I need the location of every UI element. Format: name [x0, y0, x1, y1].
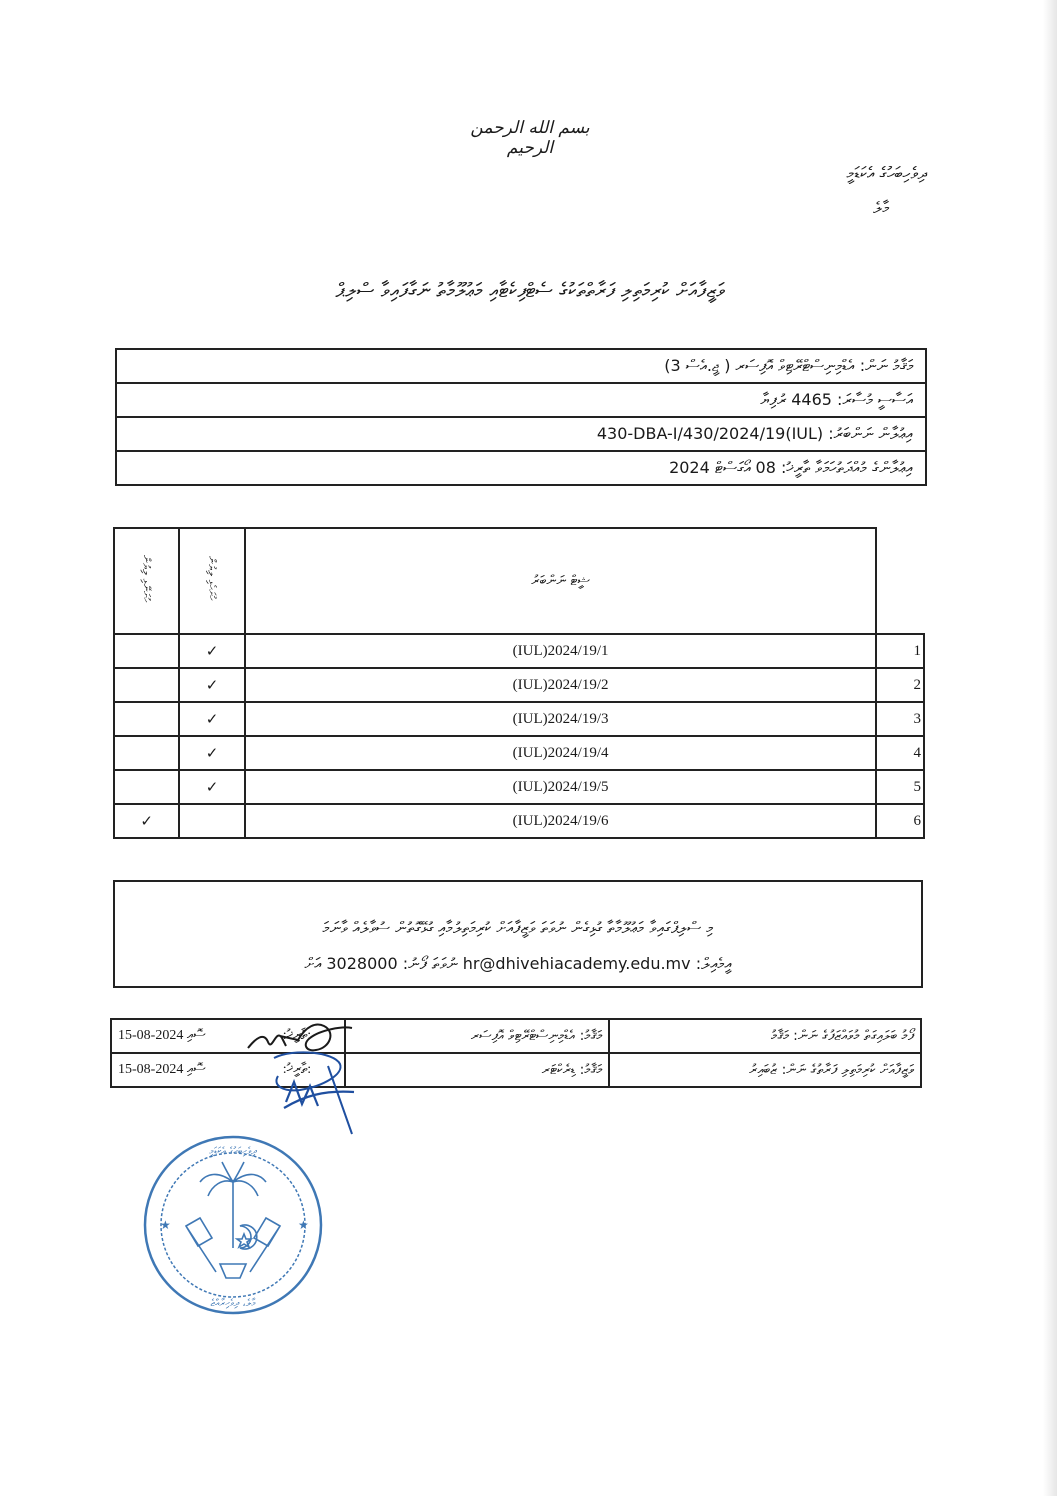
row-number: 6 — [876, 804, 924, 838]
sign-label: ސޮއި: — [186, 1062, 312, 1077]
table-row — [114, 702, 924, 736]
header-not-submitted: ހުށަނޭޅި ލިޔުން — [114, 528, 179, 634]
job-title: މަޤާމު ނަން: އެޑްމިނިސްޓްރޭޓިވް އޮފިސަރ ( ޖީ.އެސް 3) — [116, 349, 926, 383]
table-row — [114, 770, 924, 804]
header-submitted: ހުށަހެޅި ލިޔުން — [179, 528, 244, 634]
signature-row — [111, 1019, 921, 1053]
row-number: 1 — [876, 634, 924, 668]
header-doc-number: ޝީޓް ނަންބަރު — [245, 528, 877, 634]
row-number: 2 — [876, 668, 924, 702]
submitted-check: ✓ — [179, 736, 244, 770]
not-submitted-cell — [114, 634, 179, 668]
announcement-number: އިޢުލާން ނަންބަރު: (IUL)430-DBA-I/430/2024/19 — [116, 417, 926, 451]
not-submitted-cell — [114, 702, 179, 736]
info-row — [116, 383, 926, 417]
not-submitted-cell — [114, 736, 179, 770]
date-label: ތާރީޚު: — [282, 1028, 308, 1043]
organization-name: ދިވެހިބަހުގެ އެކަޑަމީ — [846, 164, 927, 184]
submitted-check: ✓ — [179, 770, 244, 804]
documents-table — [113, 527, 925, 839]
table-row — [114, 736, 924, 770]
notice-line-1: މި ސްލިޕްގައިވާ މަޢުލޫމާތާ ގުޅިގެން ނުވަތަ ވަޒީފާއަށް ކުރިމަތިލުމާއި ގުޅޭގޮތުން ސުވާލެއް ވާނަމަ — [322, 918, 714, 937]
doc-number-cell: (IUL)2024/19/5 — [245, 770, 877, 804]
seal-top-text: ދިވެހިބަހުގެ އެކަޑަމީ — [209, 1146, 257, 1157]
info-row — [116, 451, 926, 485]
not-submitted-cell — [114, 770, 179, 804]
doc-number-cell: (IUL)2024/19/4 — [245, 736, 877, 770]
submitted-check: ✓ — [179, 634, 244, 668]
row-number: 3 — [876, 702, 924, 736]
sign-label: ސޮއި: — [186, 1028, 312, 1043]
doc-number-cell: (IUL)2024/19/3 — [245, 702, 877, 736]
header-number-blank — [876, 528, 924, 634]
doc-number-cell: (IUL)2024/19/1 — [245, 634, 877, 668]
date-value: 15-08-2024 — [118, 1062, 184, 1077]
star-icon: ★ — [160, 1218, 171, 1232]
deadline: އިޢުލާންގެ މުއްދަތުހަމަވާ ތާރީޚު: 08 އޯގަސްޓް 2024 — [116, 451, 926, 485]
salary: އަސާސީ މުސާރަ: 4465 ރުފިޔާ — [116, 383, 926, 417]
signature-row — [111, 1053, 921, 1087]
seal-bottom-text: މާލެ، ދިވެހިރާއްޖެ — [210, 1298, 256, 1309]
organization-city: މާލެ — [873, 198, 889, 217]
star-icon: ★ — [298, 1218, 309, 1232]
contact-notice-box — [113, 880, 923, 988]
page-edge-shadow — [1043, 0, 1057, 1496]
applicant-position: މަޤާމު: ޑިރެކްޓަރ — [345, 1053, 609, 1087]
row-number: 4 — [876, 736, 924, 770]
info-row — [116, 349, 926, 383]
applicant-role: ވަޒީފާއަށް ކުރިމަތިލި ފަރާތުގެ ނަން: ޒުބައިރު — [609, 1053, 921, 1087]
row-number: 5 — [876, 770, 924, 804]
date-label: ތާރީޚު: — [282, 1062, 308, 1077]
staff-role: ފޯމު ބަލައިގަތް މުވައްޒަފުގެ ނަން: މަޤާމު — [609, 1019, 921, 1053]
table-header-row — [114, 528, 924, 634]
not-submitted-check: ✓ — [114, 804, 179, 838]
table-row — [114, 804, 924, 838]
notice-line-2: އީމެއިލް: hr@dhivehiacademy.edu.mv ނުވަތަ ފޯނު: 3028000 އަށް — [304, 954, 732, 973]
submitted-check: ✓ — [179, 702, 244, 736]
signature-table — [110, 1018, 922, 1088]
document-title: ވަޒީފާއަށް ކުރިމަތިލި ފަރާތްތަކުގެ ސެޓްފިކެޓާއި މަޢުލޫމާތު ނަގާފައިވާ ސްލިޕް — [335, 278, 725, 302]
table-row — [114, 634, 924, 668]
submitted-cell — [179, 804, 244, 838]
doc-number-cell: (IUL)2024/19/2 — [245, 668, 877, 702]
bismillah-calligraphy: بسم الله الرحمن الرحيم — [470, 118, 590, 158]
date-value: 15-08-2024 — [118, 1028, 184, 1043]
official-seal — [138, 1130, 328, 1320]
staff-position: މަޤާމު: އެޑްމިނިސްޓްރޭޓިވް އޮފިސަރ — [345, 1019, 609, 1053]
submitted-check: ✓ — [179, 668, 244, 702]
handwritten-signature — [244, 1046, 364, 1136]
doc-number-cell: (IUL)2024/19/6 — [245, 804, 877, 838]
table-row — [114, 668, 924, 702]
info-row — [116, 417, 926, 451]
not-submitted-cell — [114, 668, 179, 702]
job-info-table — [115, 348, 927, 486]
